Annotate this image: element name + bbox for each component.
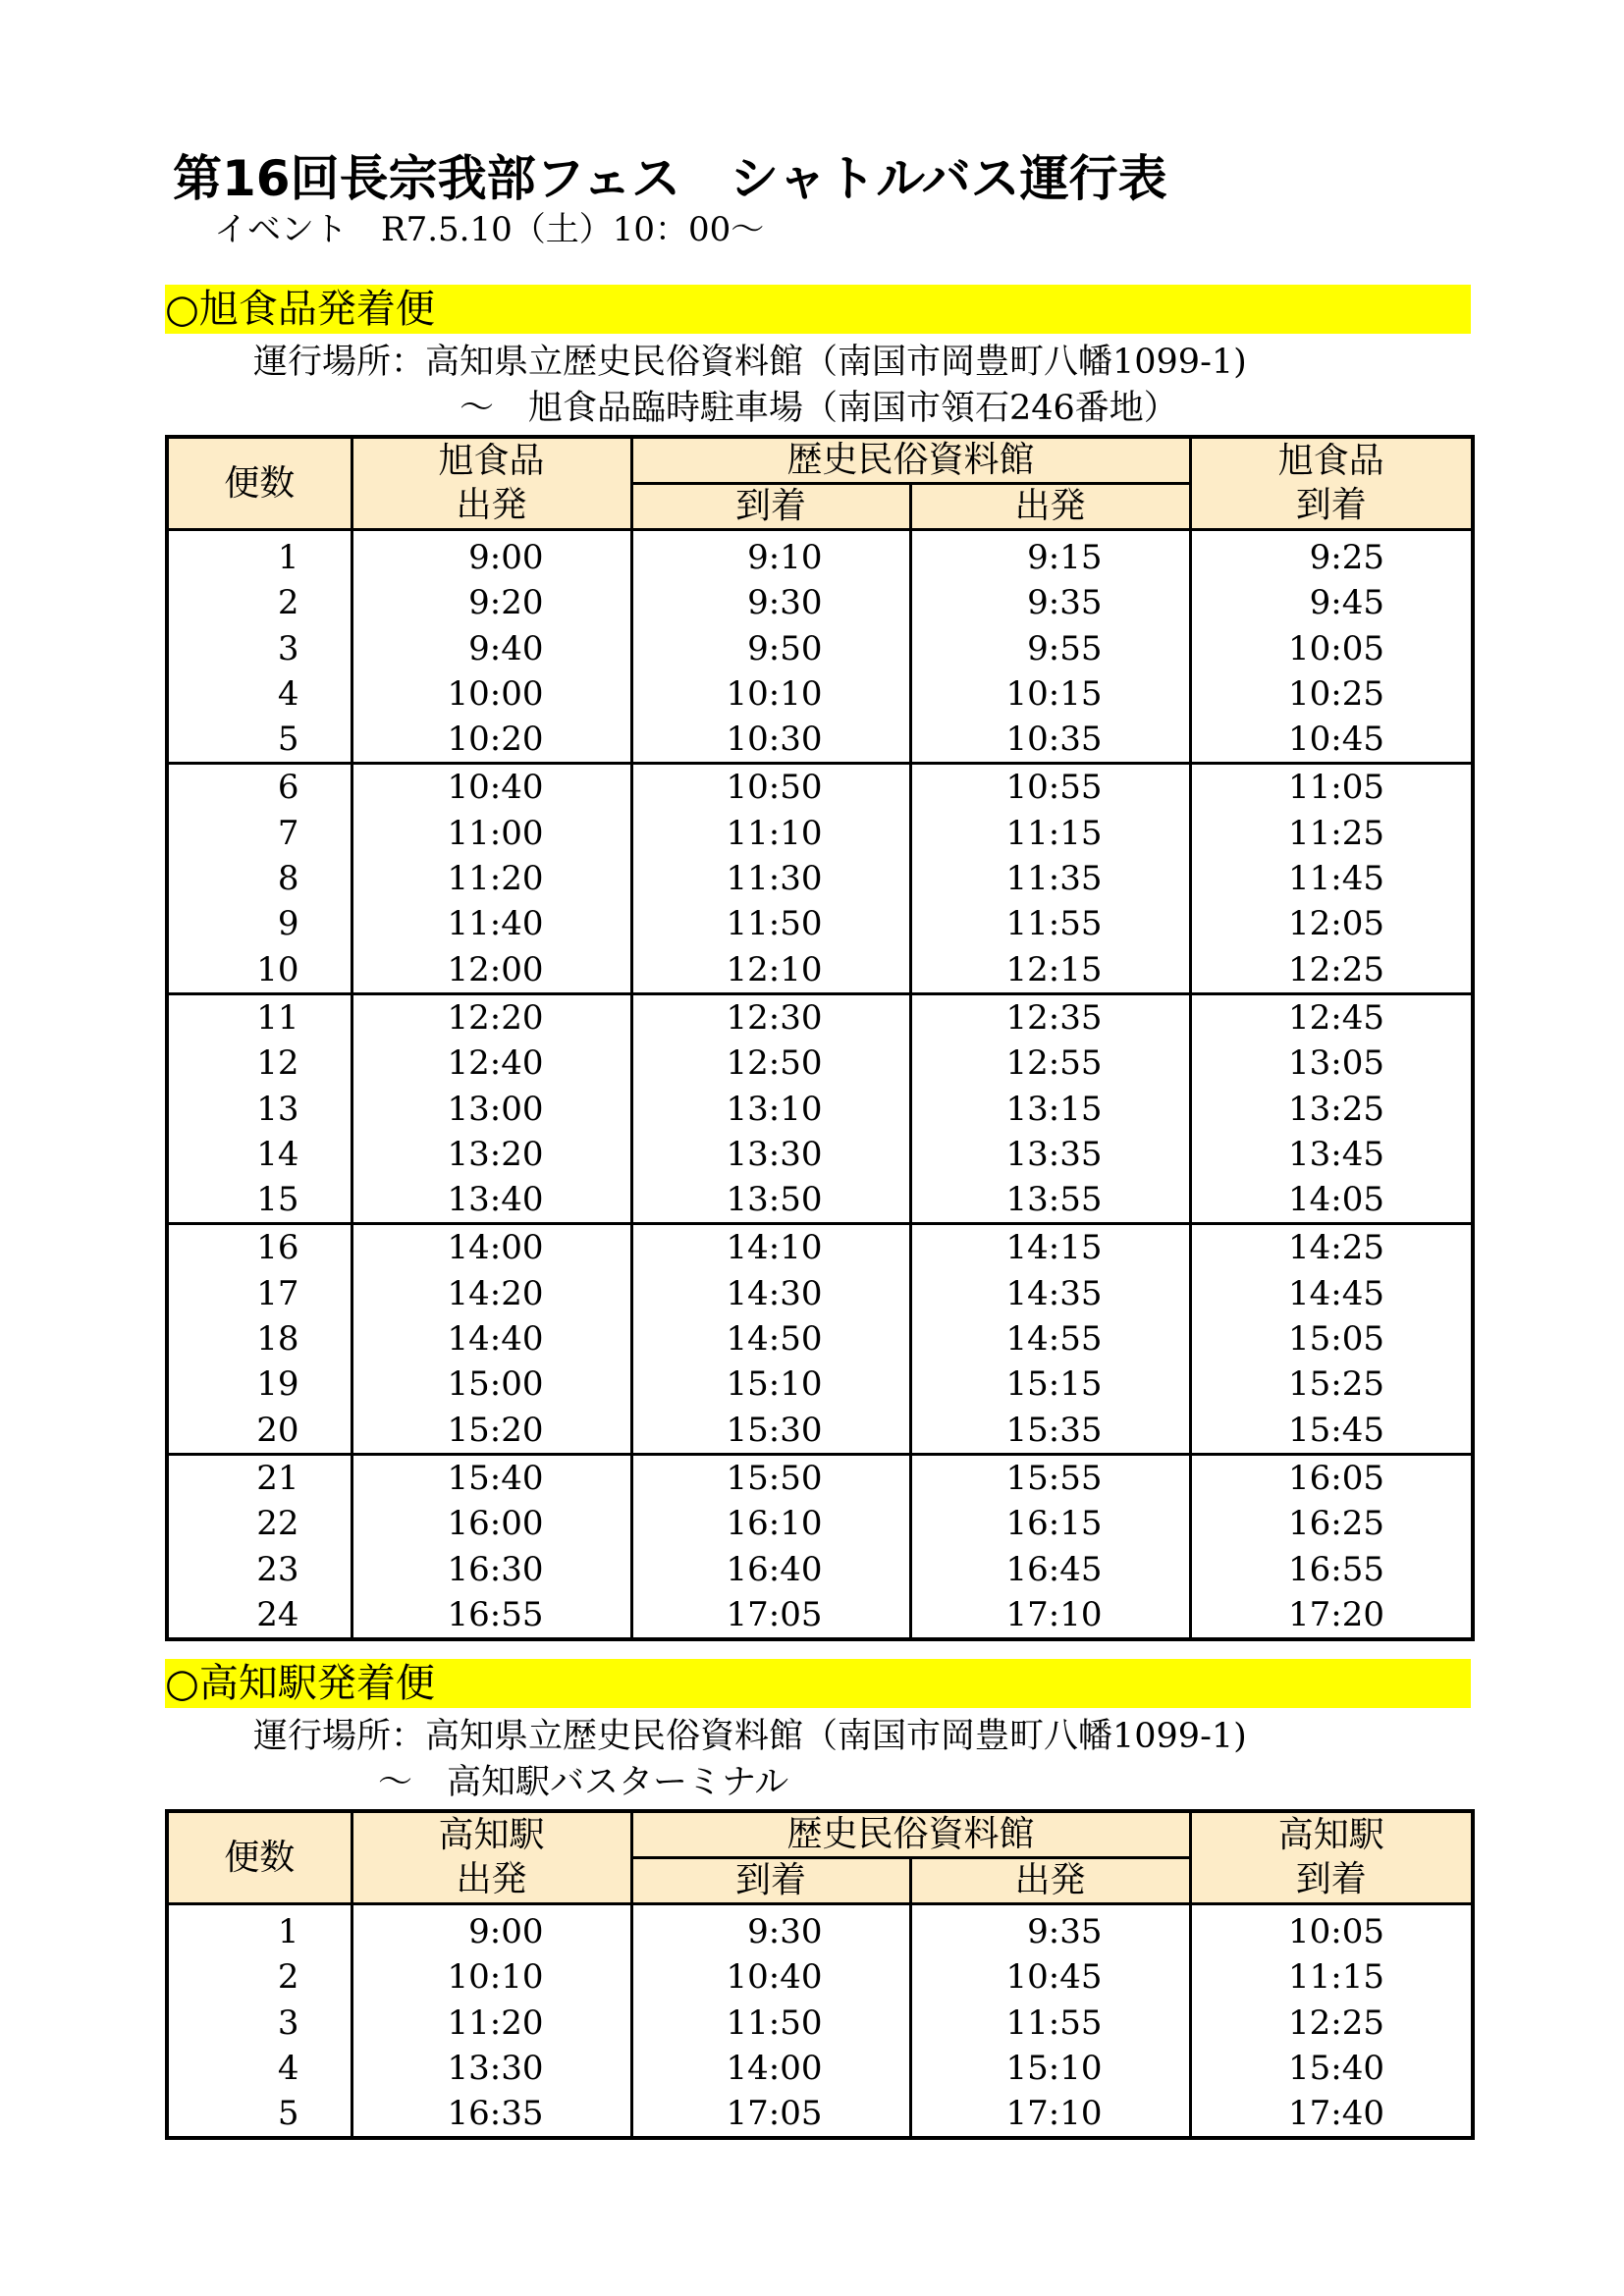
mid-depart-time-cell: 11:15 <box>910 811 1190 856</box>
header-trip-no: 便数 <box>167 437 352 530</box>
depart-time-cell: 13:20 <box>352 1132 631 1177</box>
table-row <box>167 626 1473 671</box>
trip-no-cell: 13 <box>167 1087 352 1132</box>
mid-arrive-time-cell: 16:10 <box>631 1501 910 1546</box>
mid-depart-time-cell: 10:55 <box>910 764 1190 811</box>
trip-no-cell: 6 <box>167 764 352 811</box>
depart-time-cell: 11:20 <box>352 2001 631 2046</box>
trip-no-cell: 24 <box>167 1592 352 1639</box>
mid-depart-time-cell: 10:45 <box>910 1954 1190 2000</box>
header-mid-depart: 出発 <box>910 1858 1190 1904</box>
timetable-body <box>167 530 1473 1640</box>
trip-no-cell: 3 <box>167 626 352 671</box>
mid-arrive-time-cell: 12:50 <box>631 1041 910 1086</box>
return-arrive-time-cell: 13:45 <box>1190 1132 1473 1177</box>
trip-no-cell: 5 <box>167 717 352 764</box>
trip-no-cell: 7 <box>167 811 352 856</box>
return-arrive-time-cell: 15:25 <box>1190 1362 1473 1407</box>
return-arrive-time-cell: 12:25 <box>1190 947 1473 994</box>
mid-depart-time-cell: 15:35 <box>910 1408 1190 1455</box>
return-arrive-time-cell: 14:05 <box>1190 1177 1473 1224</box>
table-row <box>167 901 1473 946</box>
mid-depart-time-cell: 17:10 <box>910 1592 1190 1639</box>
depart-time-cell: 12:20 <box>352 993 631 1041</box>
trip-no-cell: 14 <box>167 1132 352 1177</box>
header-mid-arrive: 到着 <box>631 484 910 530</box>
route-line-1-asahi: 運行場所：高知県立歴史民俗資料館（南国市岡豊町八幡1099-1) <box>253 343 1247 382</box>
trip-no-cell: 22 <box>167 1501 352 1546</box>
header-mid-place: 歴史民俗資料館 <box>631 1811 1190 1858</box>
mid-arrive-time-cell: 9:30 <box>631 580 910 625</box>
depart-time-cell: 15:00 <box>352 1362 631 1407</box>
mid-arrive-time-cell: 17:05 <box>631 2091 910 2138</box>
return-arrive-time-cell: 16:25 <box>1190 1501 1473 1546</box>
return-arrive-time-cell: 13:25 <box>1190 1087 1473 1132</box>
return-arrive-time-cell: 16:55 <box>1190 1547 1473 1592</box>
trip-no-cell: 5 <box>167 2091 352 2138</box>
return-arrive-time-cell: 11:15 <box>1190 1954 1473 2000</box>
mid-arrive-time-cell: 14:10 <box>631 1224 910 1271</box>
mid-arrive-time-cell: 13:10 <box>631 1087 910 1132</box>
depart-time-cell: 16:55 <box>352 1592 631 1639</box>
table-row <box>167 1132 1473 1177</box>
trip-no-cell: 4 <box>167 2046 352 2091</box>
header-return-place: 旭食品 <box>1190 437 1473 484</box>
depart-time-cell: 12:00 <box>352 947 631 994</box>
mid-arrive-time-cell: 9:30 <box>631 1904 910 1955</box>
mid-depart-time-cell: 14:35 <box>910 1271 1190 1316</box>
table-row <box>167 1271 1473 1316</box>
depart-time-cell: 9:20 <box>352 580 631 625</box>
depart-time-cell: 10:00 <box>352 671 631 717</box>
trip-no-cell: 15 <box>167 1177 352 1224</box>
return-arrive-time-cell: 14:45 <box>1190 1271 1473 1316</box>
return-arrive-time-cell: 16:05 <box>1190 1454 1473 1501</box>
trip-no-cell: 10 <box>167 947 352 994</box>
table-row <box>167 1904 1473 1955</box>
return-arrive-time-cell: 12:45 <box>1190 993 1473 1041</box>
header-return-arrive: 到着 <box>1190 1858 1473 1904</box>
mid-arrive-time-cell: 15:30 <box>631 1408 910 1455</box>
mid-depart-time-cell: 11:35 <box>910 856 1190 901</box>
mid-arrive-time-cell: 13:30 <box>631 1132 910 1177</box>
route-line-1-kochi: 運行場所：高知県立歴史民俗資料館（南国市岡豊町八幡1099-1) <box>253 1717 1247 1756</box>
mid-arrive-time-cell: 14:50 <box>631 1316 910 1362</box>
return-arrive-time-cell: 10:05 <box>1190 626 1473 671</box>
return-arrive-time-cell: 17:20 <box>1190 1592 1473 1639</box>
table-row <box>167 1547 1473 1592</box>
mid-depart-time-cell: 11:55 <box>910 2001 1190 2046</box>
depart-time-cell: 10:20 <box>352 717 631 764</box>
trip-no-cell: 12 <box>167 1041 352 1086</box>
depart-time-cell: 13:00 <box>352 1087 631 1132</box>
return-arrive-time-cell: 10:45 <box>1190 717 1473 764</box>
trip-no-cell: 3 <box>167 2001 352 2046</box>
trip-no-cell: 21 <box>167 1454 352 1501</box>
header-return-place: 高知駅 <box>1190 1811 1473 1858</box>
mid-arrive-time-cell: 10:40 <box>631 1954 910 2000</box>
return-arrive-time-cell: 10:25 <box>1190 671 1473 717</box>
mid-arrive-time-cell: 10:30 <box>631 717 910 764</box>
table-row <box>167 530 1473 581</box>
mid-arrive-time-cell: 12:30 <box>631 993 910 1041</box>
table-row <box>167 1224 1473 1271</box>
section-heading-kochi: ○高知駅発着便 <box>165 1659 1471 1708</box>
table-row <box>167 947 1473 994</box>
table-row <box>167 1087 1473 1132</box>
mid-depart-time-cell: 15:55 <box>910 1454 1190 1501</box>
event-date: イベント R7.5.10（土）10：00～ <box>214 210 765 249</box>
table-row <box>167 1408 1473 1455</box>
return-arrive-time-cell: 15:45 <box>1190 1408 1473 1455</box>
table-row <box>167 764 1473 811</box>
mid-arrive-time-cell: 11:50 <box>631 901 910 946</box>
trip-no-cell: 16 <box>167 1224 352 1271</box>
mid-depart-time-cell: 12:55 <box>910 1041 1190 1086</box>
table-row <box>167 671 1473 717</box>
return-arrive-time-cell: 12:25 <box>1190 2001 1473 2046</box>
trip-no-cell: 19 <box>167 1362 352 1407</box>
depart-time-cell: 9:40 <box>352 626 631 671</box>
mid-depart-time-cell: 12:15 <box>910 947 1190 994</box>
return-arrive-time-cell: 9:45 <box>1190 580 1473 625</box>
mid-depart-time-cell: 12:35 <box>910 993 1190 1041</box>
route-line-2-kochi: ～ 高知駅バスターミナル <box>378 1763 789 1802</box>
table-row <box>167 1954 1473 2000</box>
mid-depart-time-cell: 11:55 <box>910 901 1190 946</box>
header-depart: 出発 <box>352 1858 631 1904</box>
return-arrive-time-cell: 13:05 <box>1190 1041 1473 1086</box>
timetable-body <box>167 1904 1473 2139</box>
header-depart-place: 高知駅 <box>352 1811 631 1858</box>
depart-time-cell: 9:00 <box>352 530 631 581</box>
depart-time-cell: 13:40 <box>352 1177 631 1224</box>
depart-time-cell: 16:35 <box>352 2091 631 2138</box>
table-row <box>167 1316 1473 1362</box>
header-mid-place: 歴史民俗資料館 <box>631 437 1190 484</box>
table-row <box>167 580 1473 625</box>
depart-time-cell: 15:20 <box>352 1408 631 1455</box>
timetable-kochi <box>165 1809 1475 2140</box>
depart-time-cell: 9:00 <box>352 1904 631 1955</box>
route-line-2-asahi: ～ 旭食品臨時駐車場（南国市領石246番地） <box>460 389 1178 428</box>
depart-time-cell: 16:00 <box>352 1501 631 1546</box>
mid-arrive-time-cell: 15:50 <box>631 1454 910 1501</box>
mid-arrive-time-cell: 10:50 <box>631 764 910 811</box>
return-arrive-time-cell: 15:40 <box>1190 2046 1473 2091</box>
depart-time-cell: 11:40 <box>352 901 631 946</box>
return-arrive-time-cell: 17:40 <box>1190 2091 1473 2138</box>
mid-arrive-time-cell: 12:10 <box>631 947 910 994</box>
return-arrive-time-cell: 12:05 <box>1190 901 1473 946</box>
table-row <box>167 717 1473 764</box>
mid-depart-time-cell: 15:10 <box>910 2046 1190 2091</box>
table-row <box>167 1041 1473 1086</box>
table-row <box>167 1177 1473 1224</box>
mid-arrive-time-cell: 16:40 <box>631 1547 910 1592</box>
timetable-asahi <box>165 435 1475 1641</box>
mid-arrive-time-cell: 14:00 <box>631 2046 910 2091</box>
mid-arrive-time-cell: 11:30 <box>631 856 910 901</box>
mid-depart-time-cell: 10:35 <box>910 717 1190 764</box>
depart-time-cell: 16:30 <box>352 1547 631 1592</box>
trip-no-cell: 1 <box>167 1904 352 1955</box>
trip-no-cell: 4 <box>167 671 352 717</box>
depart-time-cell: 11:20 <box>352 856 631 901</box>
mid-arrive-time-cell: 17:05 <box>631 1592 910 1639</box>
mid-arrive-time-cell: 15:10 <box>631 1362 910 1407</box>
mid-arrive-time-cell: 11:50 <box>631 2001 910 2046</box>
section-heading-asahi: ○旭食品発着便 <box>165 285 1471 334</box>
mid-depart-time-cell: 9:35 <box>910 580 1190 625</box>
mid-arrive-time-cell: 9:10 <box>631 530 910 581</box>
mid-depart-time-cell: 10:15 <box>910 671 1190 717</box>
return-arrive-time-cell: 9:25 <box>1190 530 1473 581</box>
table-row <box>167 2091 1473 2138</box>
mid-depart-time-cell: 9:35 <box>910 1904 1190 1955</box>
return-arrive-time-cell: 10:05 <box>1190 1904 1473 1955</box>
mid-depart-time-cell: 13:35 <box>910 1132 1190 1177</box>
trip-no-cell: 9 <box>167 901 352 946</box>
table-row <box>167 811 1473 856</box>
depart-time-cell: 13:30 <box>352 2046 631 2091</box>
mid-depart-time-cell: 9:15 <box>910 530 1190 581</box>
trip-no-cell: 18 <box>167 1316 352 1362</box>
depart-time-cell: 10:40 <box>352 764 631 811</box>
trip-no-cell: 17 <box>167 1271 352 1316</box>
page-title: 第16回長宗我部フェス シャトルバス運行表 <box>173 150 1167 207</box>
header-return-arrive: 到着 <box>1190 484 1473 530</box>
return-arrive-time-cell: 11:45 <box>1190 856 1473 901</box>
trip-no-cell: 11 <box>167 993 352 1041</box>
return-arrive-time-cell: 11:25 <box>1190 811 1473 856</box>
table-row <box>167 1362 1473 1407</box>
return-arrive-time-cell: 11:05 <box>1190 764 1473 811</box>
mid-depart-time-cell: 9:55 <box>910 626 1190 671</box>
table-row <box>167 1592 1473 1639</box>
trip-no-cell: 20 <box>167 1408 352 1455</box>
header-depart: 出発 <box>352 484 631 530</box>
mid-arrive-time-cell: 11:10 <box>631 811 910 856</box>
table-row <box>167 1454 1473 1501</box>
mid-depart-time-cell: 16:45 <box>910 1547 1190 1592</box>
depart-time-cell: 11:00 <box>352 811 631 856</box>
trip-no-cell: 2 <box>167 1954 352 2000</box>
header-mid-depart: 出発 <box>910 484 1190 530</box>
mid-depart-time-cell: 16:15 <box>910 1501 1190 1546</box>
depart-time-cell: 14:40 <box>352 1316 631 1362</box>
mid-depart-time-cell: 14:15 <box>910 1224 1190 1271</box>
depart-time-cell: 10:10 <box>352 1954 631 2000</box>
trip-no-cell: 8 <box>167 856 352 901</box>
mid-depart-time-cell: 14:55 <box>910 1316 1190 1362</box>
return-arrive-time-cell: 15:05 <box>1190 1316 1473 1362</box>
depart-time-cell: 12:40 <box>352 1041 631 1086</box>
mid-arrive-time-cell: 10:10 <box>631 671 910 717</box>
mid-depart-time-cell: 13:15 <box>910 1087 1190 1132</box>
depart-time-cell: 14:20 <box>352 1271 631 1316</box>
table-row <box>167 856 1473 901</box>
mid-arrive-time-cell: 13:50 <box>631 1177 910 1224</box>
table-row <box>167 993 1473 1041</box>
depart-time-cell: 14:00 <box>352 1224 631 1271</box>
table-row <box>167 2001 1473 2046</box>
mid-arrive-time-cell: 9:50 <box>631 626 910 671</box>
mid-depart-time-cell: 13:55 <box>910 1177 1190 1224</box>
depart-time-cell: 15:40 <box>352 1454 631 1501</box>
table-row <box>167 1501 1473 1546</box>
table-row <box>167 2046 1473 2091</box>
trip-no-cell: 2 <box>167 580 352 625</box>
mid-depart-time-cell: 15:15 <box>910 1362 1190 1407</box>
return-arrive-time-cell: 14:25 <box>1190 1224 1473 1271</box>
mid-depart-time-cell: 17:10 <box>910 2091 1190 2138</box>
header-depart-place: 旭食品 <box>352 437 631 484</box>
header-mid-arrive: 到着 <box>631 1858 910 1904</box>
header-trip-no: 便数 <box>167 1811 352 1904</box>
trip-no-cell: 23 <box>167 1547 352 1592</box>
mid-arrive-time-cell: 14:30 <box>631 1271 910 1316</box>
trip-no-cell: 1 <box>167 530 352 581</box>
